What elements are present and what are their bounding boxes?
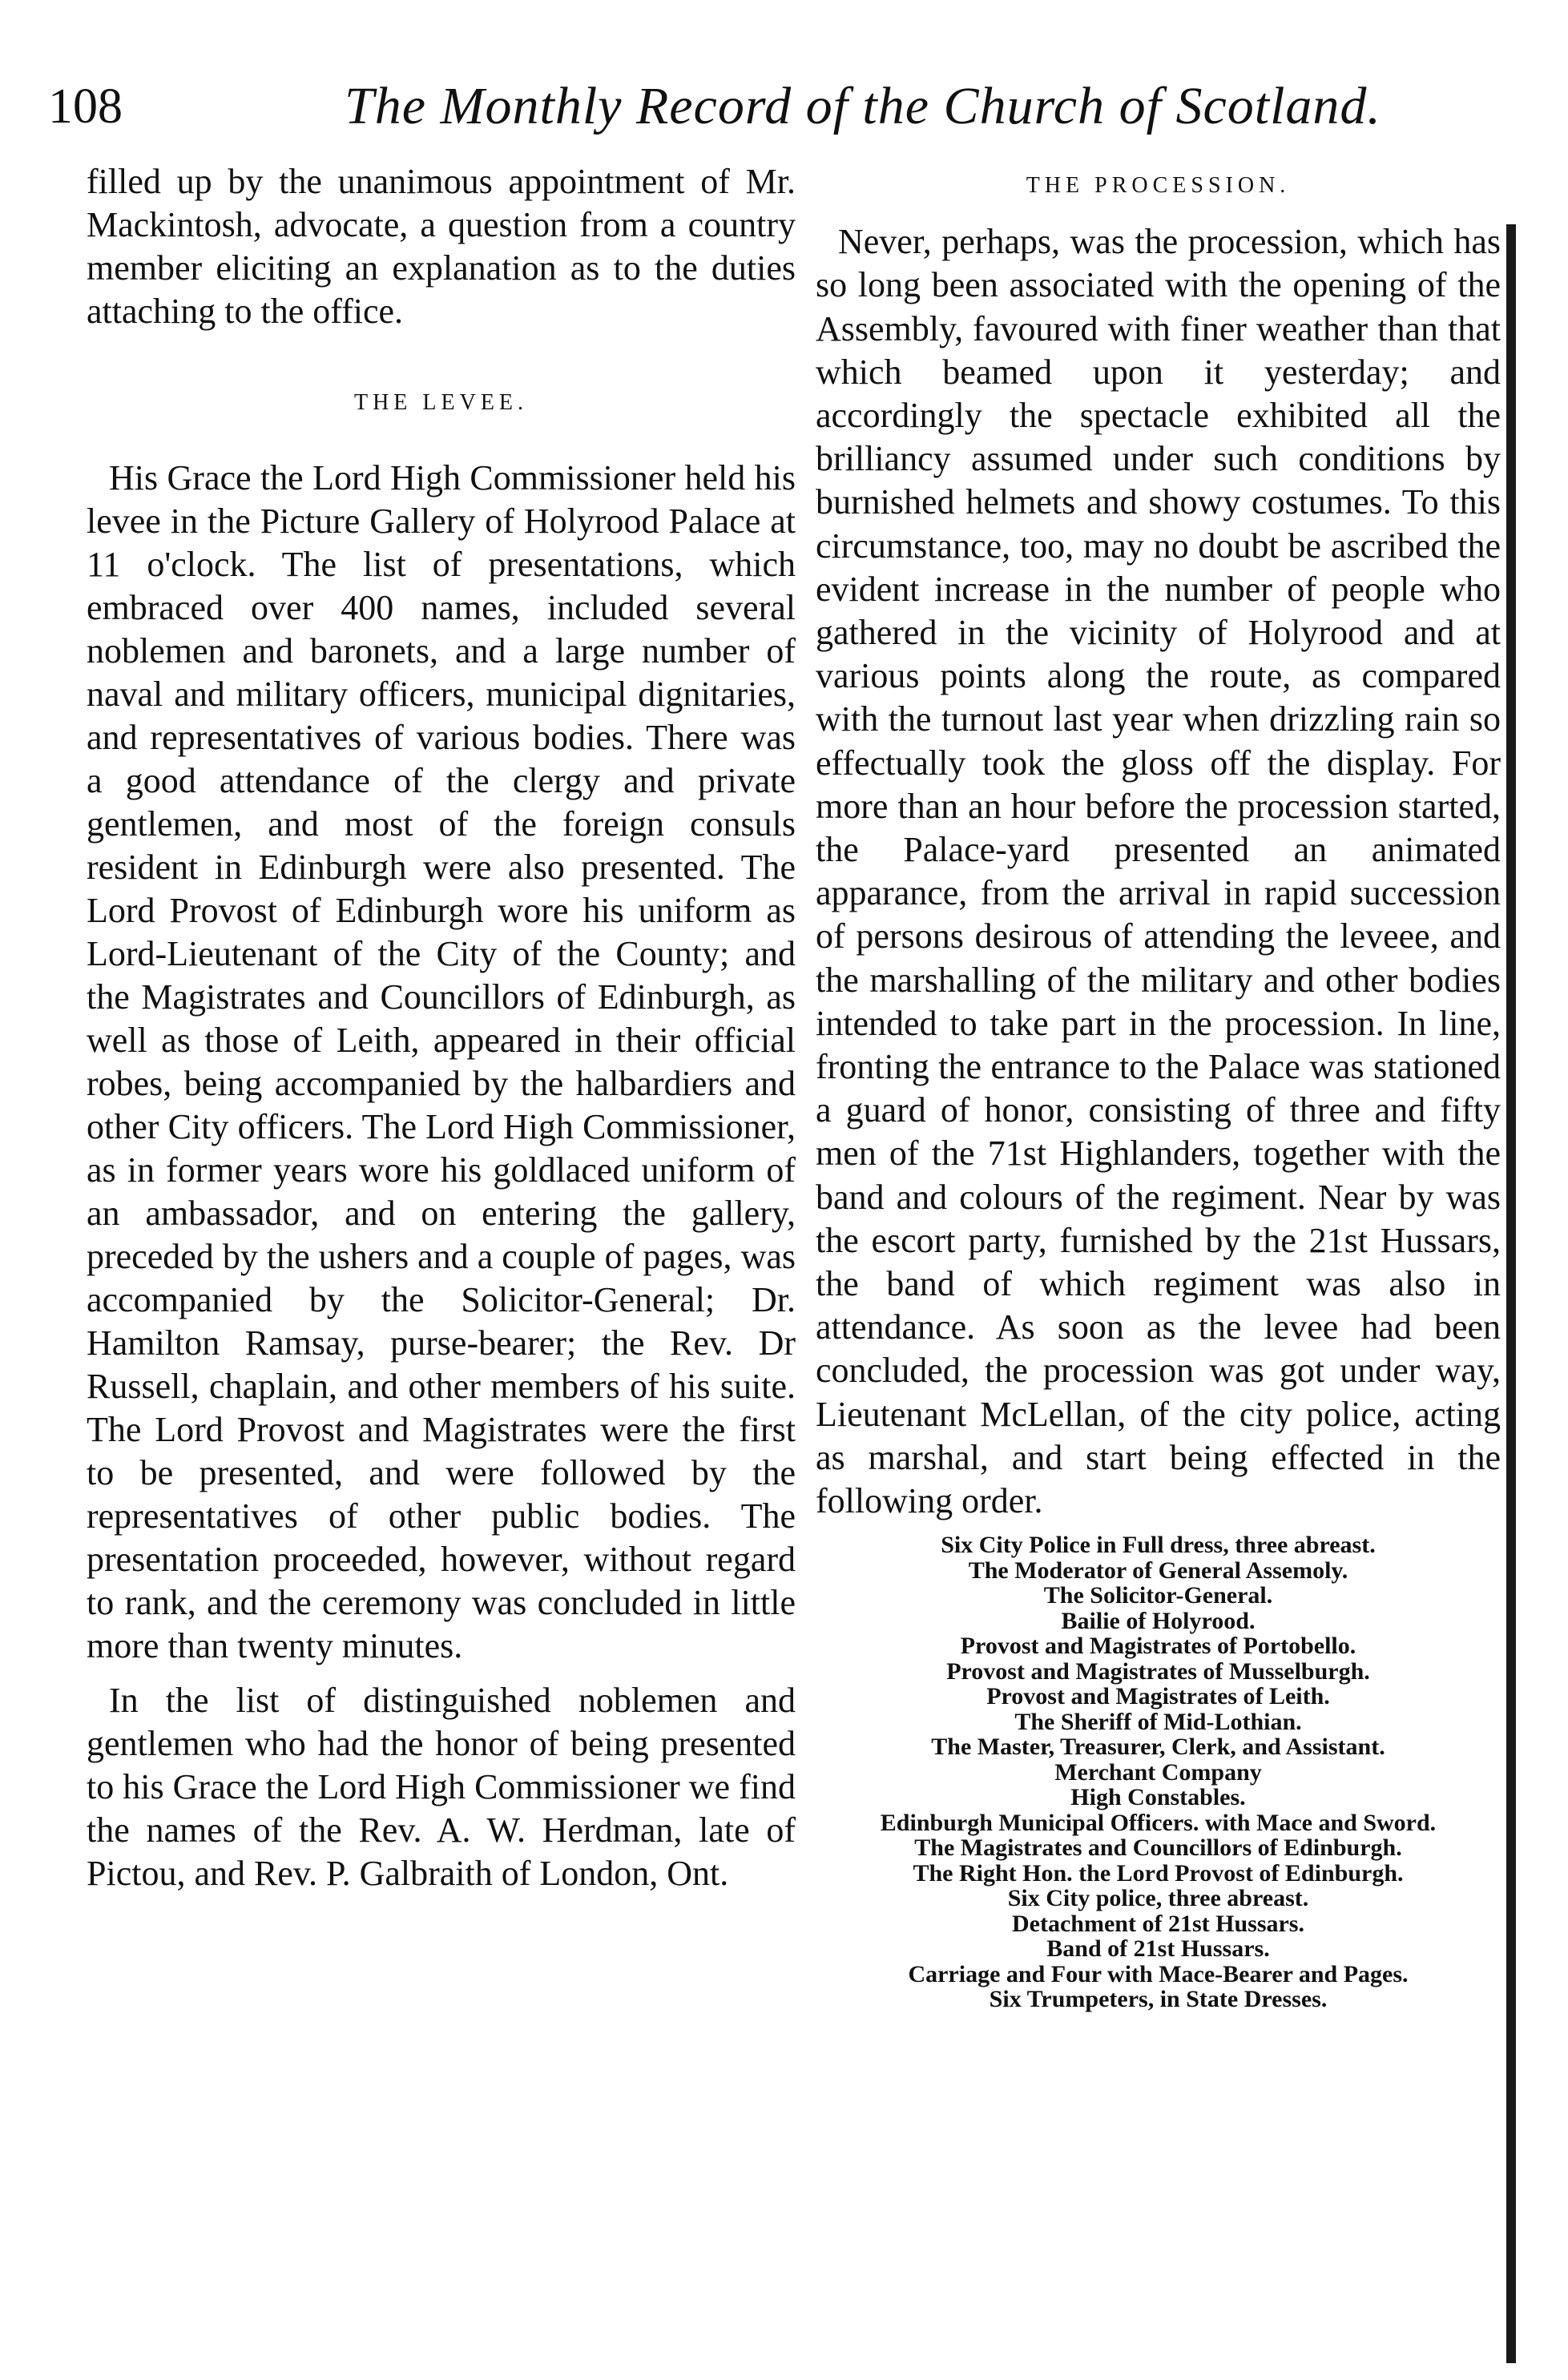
procession-order-item: Provost and Magistrates of Leith. — [986, 1683, 1330, 1710]
procession-order-item: The Moderator of General Assemoly. — [968, 1556, 1348, 1584]
page-number: 108 — [48, 79, 123, 134]
procession-order-item: Band of 21st Hussars. — [1046, 1935, 1270, 1963]
procession-order-item: Six City police, three abreast. — [1007, 1885, 1309, 1912]
procession-order-item: Bailie of Holyrood. — [1061, 1607, 1256, 1634]
running-title: The Monthly Record of the Church of Scotland. — [345, 77, 1381, 135]
procession-order-item: The Right Hon. the Lord Provost of Edinburgh. — [913, 1859, 1404, 1887]
page-header — [48, 70, 1506, 143]
levee-paragraph-1: His Grace the Lord High Commissioner held his levee in the Picture Gallery of Holyrood Palace at 11 o'clock. The list of presentations, which embraced over 400 names, included several noblemen and baronets, and a large number of naval and military officers, municipal dignitaries, and representatives of various bodies. There was a good attendance of the clergy and private gentlemen, and most of the foreign consuls resident in Edinburgh were also presented. The Lord Provost of Edinburgh wore his uniform as Lord-Lieutenant of the City of the County; and the Magistrates and Councillors of Edinburgh, as well as those of Leith, appeared in their official robes, being accompanied by the halbardiers and other City officers. The Lord High Commissioner, as in former years wore his goldlaced uniform of an ambassador, and on entering the gallery, preceded by the ushers and a couple of pages, was accompanied by the Solicitor-General; Dr. Hamilton Ramsay, purse-bearer; the Rev. Dr Russell, chaplain, and other members of his suite. The Lord Provost and Magistrates were the first to be presented, and were followed by the representatives of other public bodies. The presentation proceeded, however, without regard to rank, and the ceremony was concluded in little more than twenty minutes. — [87, 458, 796, 1665]
column-edge-rule — [1506, 224, 1516, 2363]
procession-order-item: The Master, Treasurer, Clerk, and Assistant. — [931, 1734, 1385, 1761]
procession-order-item: Six Trumpeters, in State Dresses. — [989, 1986, 1328, 2013]
procession-order-item: Provost and Magistrates of Portobello. — [960, 1633, 1356, 1660]
levee-paragraph-2: In the list of distinguished noblemen and gentlemen who had the honor of being presented to his Grace the Lord High Commissioner we find the names of the Rev. A. W. Herdman, late of Pictou, and Rev. P. Galbraith of London, Ont. — [87, 1681, 796, 1893]
procession-order-item: Edinburgh Municipal Officers. with Mace and Sword. — [880, 1809, 1437, 1836]
procession-order-item: High Constables. — [1070, 1784, 1246, 1811]
procession-paragraph: Never, perhaps, was the procession, which has so long been associated with the opening of the Assembly, favoured with finer weather than that which beamed upon it yesterday; and accordingly the spectacle exhibited all the brilliancy assumed under such conditions by burnished helmets and showy costumes. To this circumstance, too, may no doubt be ascribed the evident increase in the number of people who gathered in the vicinity of Holyrood and at various points along the route, as compared with the turnout last year when drizzling rain so effectually took the gloss off the display. For more than an hour before the procession started, the Palace-yard presented an animated apparance, from the arrival in rapid succession of persons desirous of attending the leveee, and the marshalling of the military and other bodies intended to take part in the procession. In line, fronting the entrance to the Palace was stationed a guard of honor, consisting of three and fifty men of the 71st Highlanders, together with the band and colours of the regiment. Near by was the escort party, furnished by the 21st Hussars, the band of which regiment was also in attendance. As soon as the levee had been concluded, the procession was got under way, Lieutenant McLellan, of the city police, acting as marshal, and start being effected in the following order. — [816, 222, 1501, 1521]
procession-order-item: Six City Police in Full dress, three abreast. — [941, 1532, 1376, 1559]
levee-heading: THE LEVEE. — [353, 390, 529, 415]
procession-order-item: Merchant Company — [1054, 1758, 1262, 1786]
procession-order-item: The Solicitor-General. — [1043, 1582, 1273, 1609]
procession-order-item: Detachment of 21st Hussars. — [1012, 1910, 1304, 1937]
procession-order-item: The Magistrates and Councillors of Edinburgh. — [914, 1834, 1402, 1862]
opening-paragraph: filled up by the unanimous appointment of Mr. Mackintosh, advocate, a question from a country member eliciting an explanation as to the duties attaching to the office. — [87, 162, 796, 331]
right-column — [816, 164, 1501, 2012]
procession-order-item: Provost and Magistrates of Musselburgh. — [946, 1657, 1370, 1685]
procession-order-item: Carriage and Four with Mace-Bearer and Pages. — [908, 1960, 1409, 1987]
procession-heading: THE PROCESSION. — [1026, 173, 1291, 198]
left-column — [87, 160, 796, 1895]
procession-order-item: The Sheriff of Mid-Lothian. — [1014, 1708, 1302, 1735]
procession-order-list — [816, 1532, 1501, 2012]
